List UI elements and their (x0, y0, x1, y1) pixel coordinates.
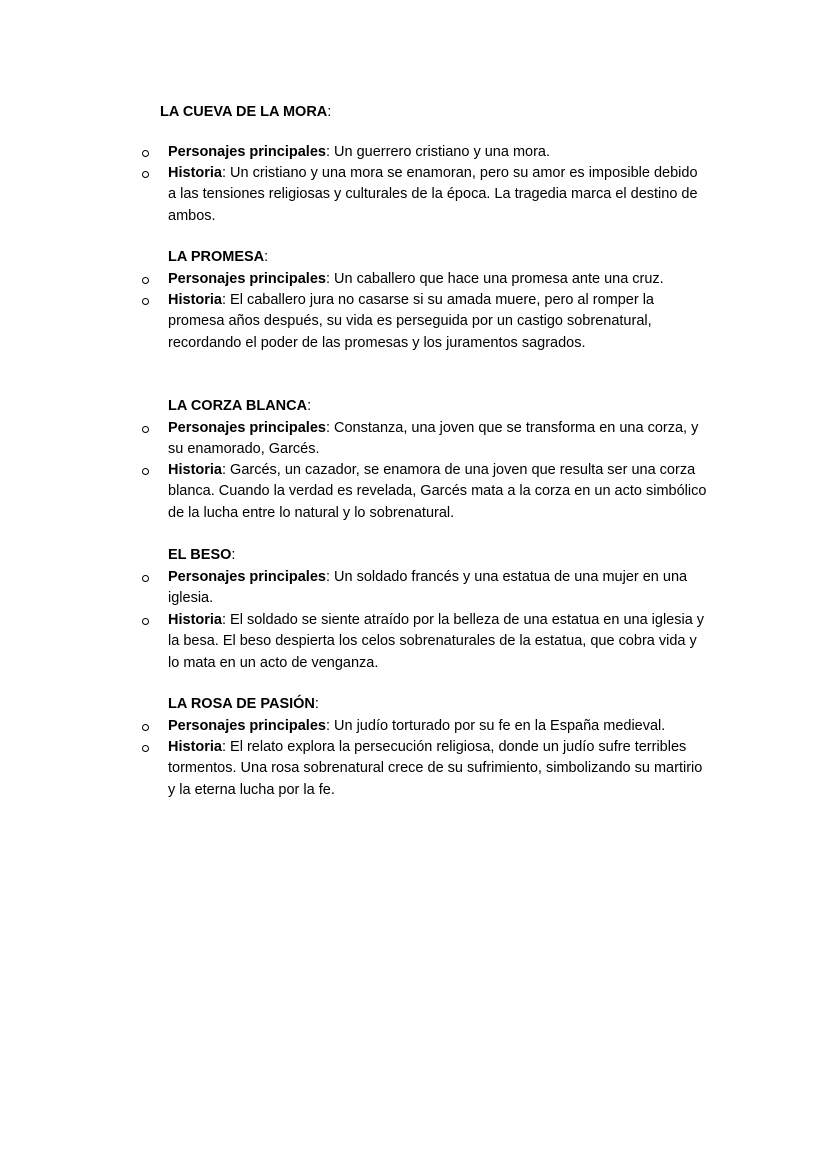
item-body: : Un cristiano y una mora se enamoran, pero su amor es imposible debido a las tensiones religiosas y culturales de la época. La tragedia marca el destino de ambos. (168, 165, 698, 224)
list-item-text (168, 142, 708, 163)
item-body: : Un guerrero cristiano y una mora. (325, 144, 551, 160)
item-label: Historia (168, 739, 222, 755)
list-item-text (168, 610, 708, 674)
list-item-text (168, 290, 708, 354)
item-body: : El soldado se siente atraído por la belleza de una estatua en una iglesia y la besa. El beso despierta los celos sobrenaturales de la estatua, que cobra vida y lo mata en un acto de venganza. (168, 612, 705, 671)
heading-colon: : (264, 249, 269, 265)
item-label: Personajes principales (168, 420, 326, 436)
heading-colon: : (307, 398, 312, 414)
section-heading (160, 102, 331, 123)
section-heading (168, 694, 319, 715)
section-title: EL BESO (168, 547, 232, 563)
item-label: Historia (168, 292, 222, 308)
hollow-circle-bullet-icon (141, 716, 151, 737)
item-label: Historia (168, 612, 222, 628)
item-label: Personajes principales (168, 271, 326, 287)
item-body: : El relato explora la persecución religiosa, donde un judío sufre terribles tormentos. Una rosa sobrenatural crece de su sufrimiento, simbolizando su martirio y la eterna lucha por la fe. (168, 739, 703, 798)
heading-colon: : (327, 104, 332, 120)
section-heading (168, 396, 311, 417)
item-label: Personajes principales (168, 144, 326, 160)
hollow-circle-bullet-icon (141, 567, 151, 588)
item-body: : Un caballero que hace una promesa ante una cruz. (325, 271, 664, 287)
list-item-text (168, 269, 708, 290)
hollow-circle-bullet-icon (141, 418, 151, 439)
item-label: Historia (168, 165, 222, 181)
item-label: Personajes principales (168, 569, 326, 585)
hollow-circle-bullet-icon (141, 460, 151, 481)
item-body: : El caballero jura no casarse si su amada muere, pero al romper la promesa años después, su vida es perseguida por un castigo sobrenatural, recordando el poder de las promesas y los juramentos sagrados. (168, 292, 654, 351)
hollow-circle-bullet-icon (141, 269, 151, 290)
heading-colon: : (231, 547, 236, 563)
list-item-text (168, 716, 708, 737)
hollow-circle-bullet-icon (141, 610, 151, 631)
list-item-text (168, 418, 708, 461)
section-heading (168, 247, 268, 268)
list-item-text (168, 163, 708, 227)
hollow-circle-bullet-icon (141, 142, 151, 163)
item-label: Historia (168, 462, 222, 478)
item-body: : Un soldado francés y una estatua de una mujer en una iglesia. (168, 569, 688, 607)
hollow-circle-bullet-icon (141, 163, 151, 184)
section-title: LA CORZA BLANCA (168, 398, 308, 414)
section-title: LA PROMESA (168, 249, 265, 265)
heading-colon: : (314, 696, 319, 712)
section-title: LA ROSA DE PASIÓN (168, 696, 315, 712)
section-heading (168, 545, 235, 566)
hollow-circle-bullet-icon (141, 290, 151, 311)
list-item-text (168, 737, 708, 801)
list-item-text (168, 460, 708, 524)
section-title: LA CUEVA DE LA MORA (160, 104, 328, 120)
item-label: Personajes principales (168, 718, 326, 734)
item-body: : Constanza, una joven que se transforma en una corza, y su enamorado, Garcés. (168, 420, 699, 458)
item-body: : Un judío torturado por su fe en la España medieval. (325, 718, 666, 734)
item-body: : Garcés, un cazador, se enamora de una joven que resulta ser una corza blanca. Cuando la verdad es revelada, Garcés mata a la corza en un acto simbólico de la lucha entre lo natural y lo sobrenatural. (168, 462, 707, 521)
list-item-text (168, 567, 708, 610)
hollow-circle-bullet-icon (141, 737, 151, 758)
